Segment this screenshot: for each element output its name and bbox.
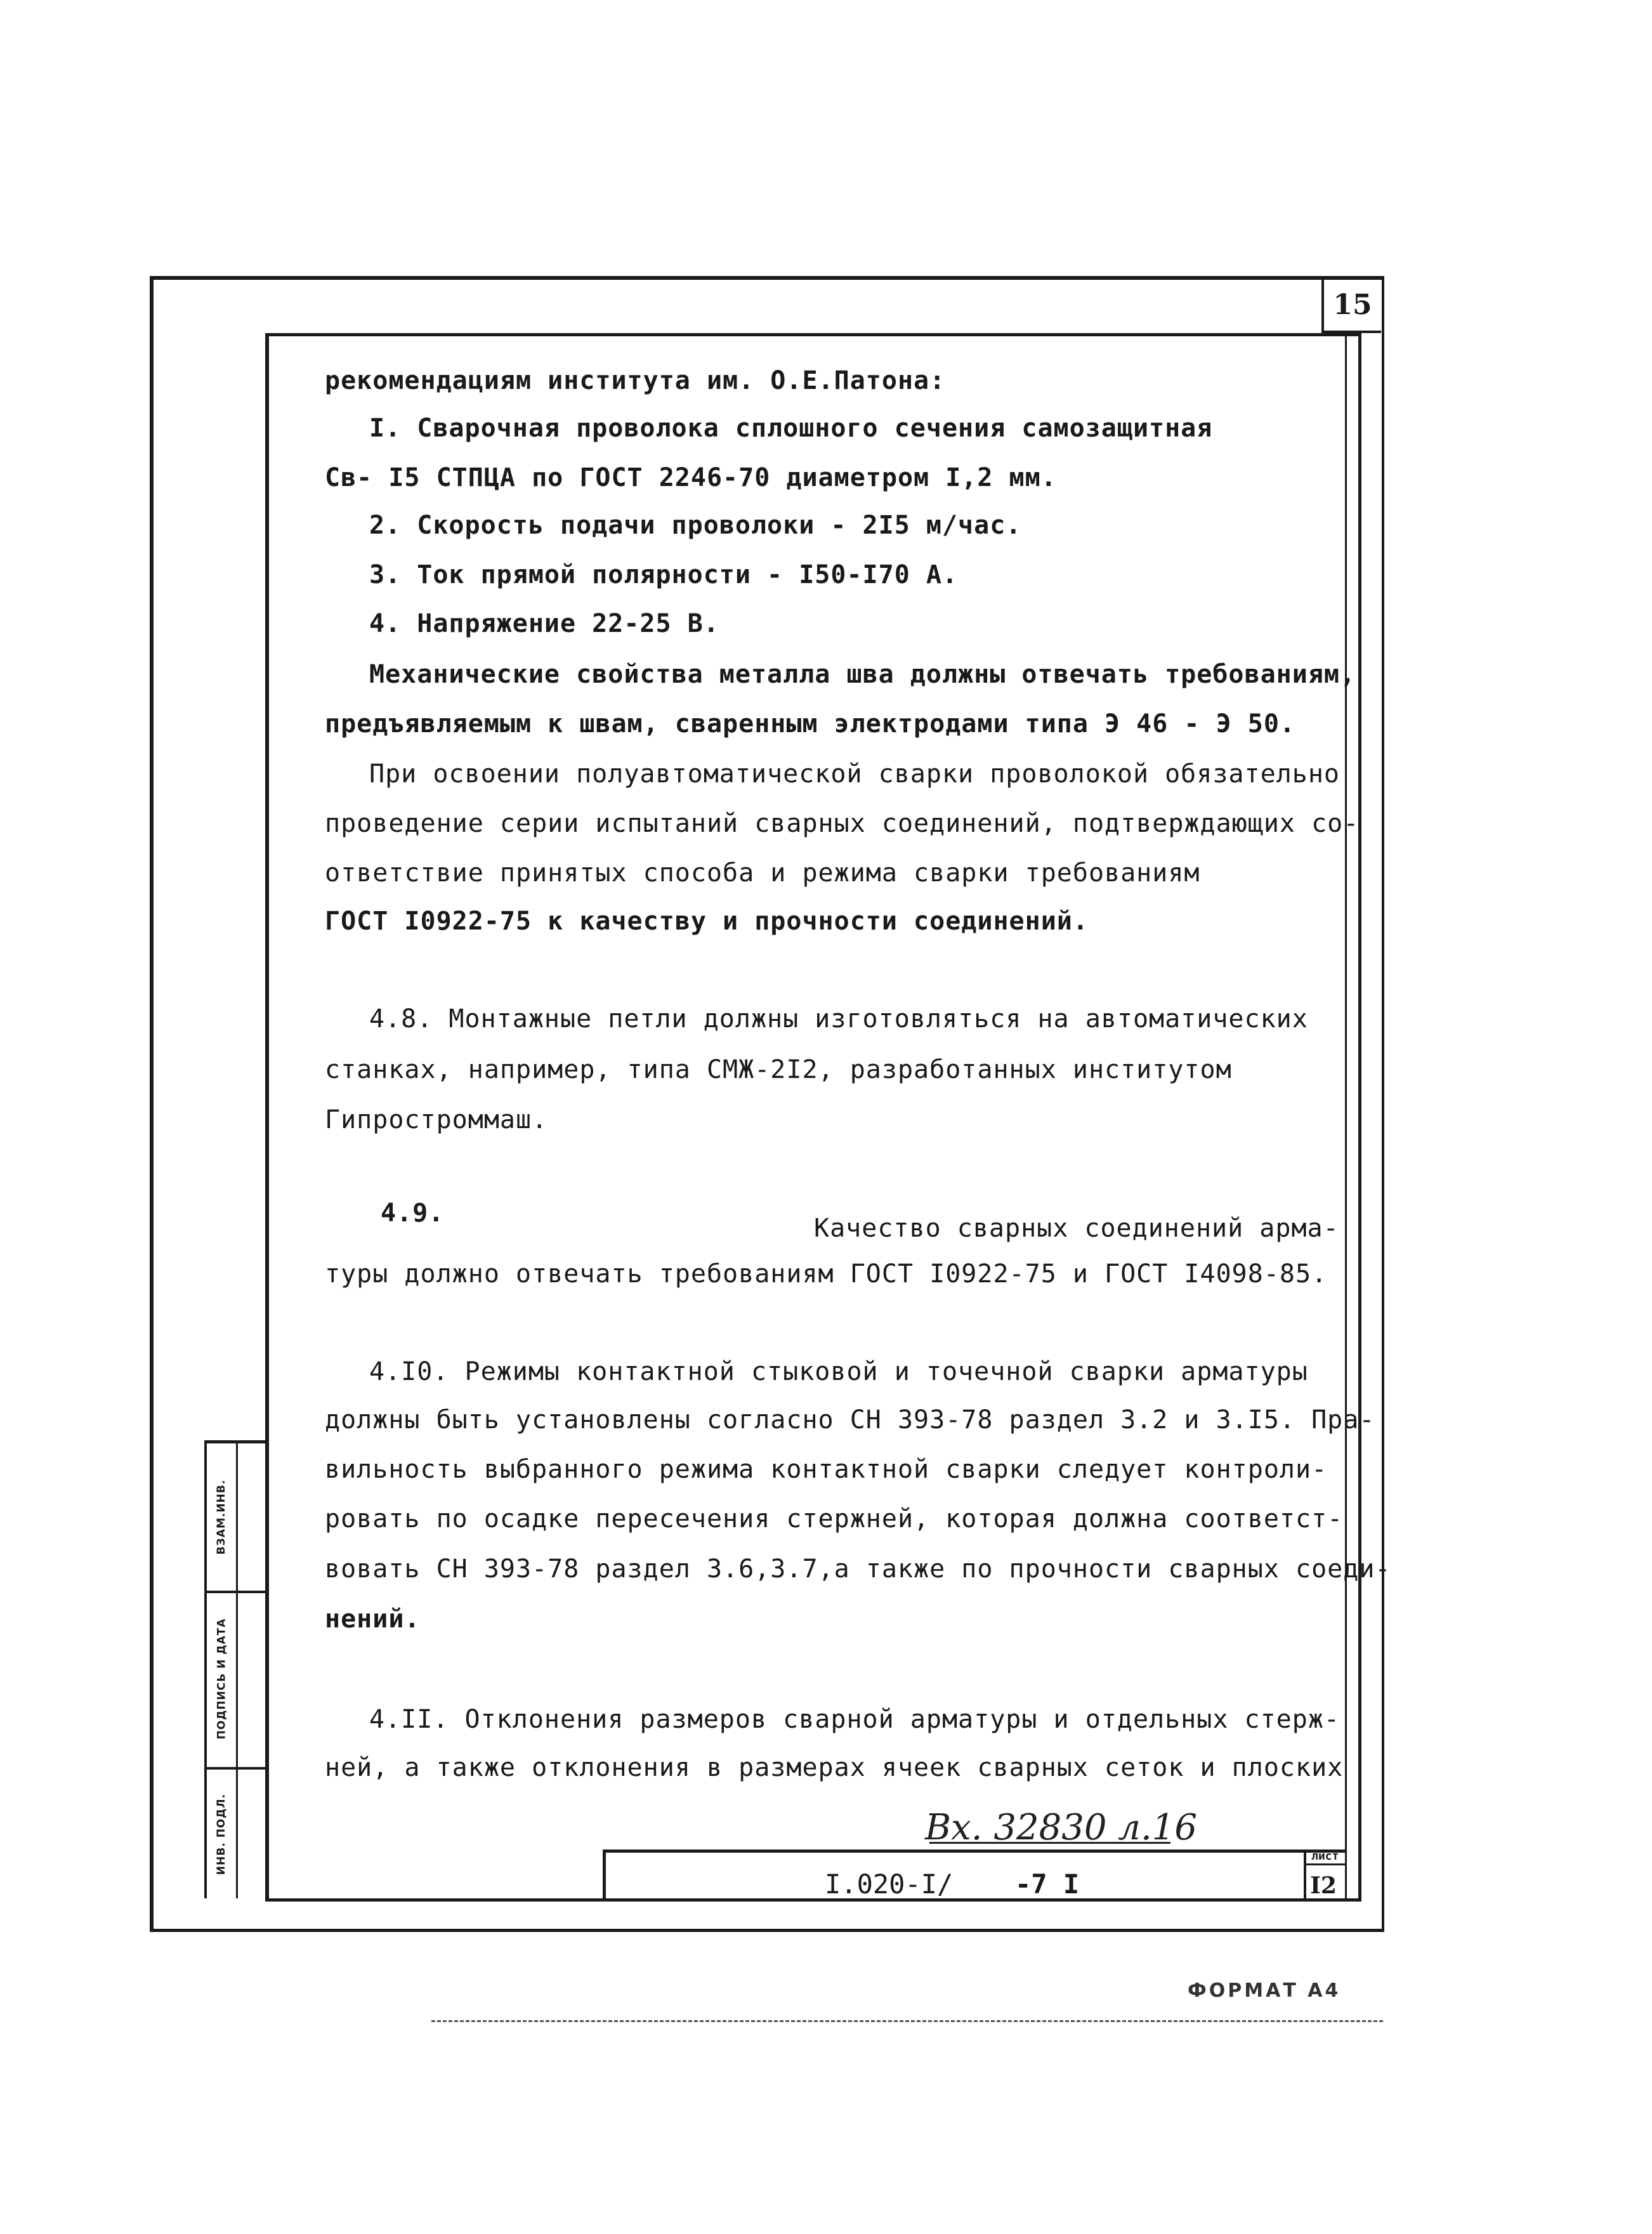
side-stamp-label-top [208, 1443, 235, 1591]
bottom-edge-line [431, 2020, 1383, 2022]
body-line: Св- I5 СТПЦА по ГОСТ 2246-70 диаметром I,2 мм. [325, 463, 1057, 492]
body-line: вильность выбранного режима контактной сварки следует контроли- [325, 1455, 1328, 1484]
body-line: ответствие принятых способа и режима сварки требованиям [325, 858, 1200, 888]
side-stamp-label-mid [208, 1591, 235, 1767]
body-line: рекомендациям института им. О.Е.Патона: [325, 366, 946, 395]
body-line: ровать по осадке пересечения стержней, которая должна соответст- [325, 1504, 1344, 1534]
body-line: вовать СН 393-78 раздел 3.6,3.7,а также по прочности сварных соеди- [325, 1554, 1391, 1584]
sheet-number-box [1304, 1850, 1347, 1902]
side-stamp-text: ИНВ. ПОДЛ. [215, 1793, 228, 1876]
side-stamp-text: ПОДПИСЬ И ДАТА [215, 1618, 228, 1740]
body-line: должны быть установлены согласно СН 393-78 раздел 3.2 и 3.I5. Пра- [325, 1405, 1375, 1435]
body-line: ней, а также отклонения в размерах ячеек сварных сеток и плоских [325, 1753, 1344, 1782]
body-line: 4.9. [381, 1199, 445, 1228]
sheet-label: лист [1311, 1850, 1339, 1863]
sheet-number-bottom: I2 [1310, 1872, 1337, 1899]
body-line: Качество сварных соединений арма- [814, 1214, 1339, 1243]
body-line: I. Сварочная проволока сплошного сечения самозащитная [369, 414, 1213, 443]
side-stamp [204, 1440, 268, 1898]
handwritten-underline [929, 1842, 1170, 1844]
body-line: 4.II. Отклонения размеров сварной арматуры и отдельных стерж- [369, 1705, 1341, 1734]
body-line: туры должно отвечать требованиям ГОСТ I0922-75 и ГОСТ I4098-85. [325, 1259, 1328, 1289]
body-line: 4. Напряжение 22-25 В. [369, 609, 719, 638]
sheet-number-top: 15 [1321, 279, 1381, 333]
body-line: предъявляемым к швам, сваренным электродами типа Э 46 - Э 50. [325, 709, 1296, 739]
title-block [603, 1850, 1345, 1902]
sheet-box-divider [1306, 1863, 1347, 1865]
document-code-suffix: -7 I [1015, 1869, 1080, 1900]
side-stamp-divider [236, 1443, 238, 1898]
body-line: Гипростроммаш. [325, 1105, 548, 1134]
body-line: При освоении полуавтоматической сварки проволокой обязательно [369, 759, 1341, 789]
body-line: 3. Ток прямой полярности - I50-I70 А. [369, 560, 959, 589]
body-line: станках, например, типа СМЖ-2I2, разработанных институтом [325, 1055, 1232, 1084]
handwritten-note: Вх. 32830 л.16 [925, 1807, 1197, 1848]
body-line: 4.8. Монтажные петли должны изготовляться на автоматических [369, 1004, 1308, 1034]
side-stamp-label-bottom [208, 1767, 235, 1902]
body-line: проведение серии испытаний сварных соединений, подтверждающих со- [325, 809, 1360, 838]
body-line: 2. Скорость подачи проволоки - 2I5 м/час. [369, 511, 1022, 540]
body-line: нений. [325, 1605, 421, 1634]
document-code: I.020-I/ [825, 1869, 954, 1900]
format-label: ФОРМАТ А4 [1188, 1980, 1341, 2002]
body-line: 4.I0. Режимы контактной стыковой и точечной сварки арматуры [369, 1357, 1308, 1386]
body-line: Механические свойства металла шва должны отвечать требованиям, [369, 660, 1356, 689]
side-stamp-text: ВЗАМ.ИНВ. [215, 1479, 228, 1555]
body-line: ГОСТ I0922-75 к качеству и прочности соединений. [325, 907, 1089, 936]
